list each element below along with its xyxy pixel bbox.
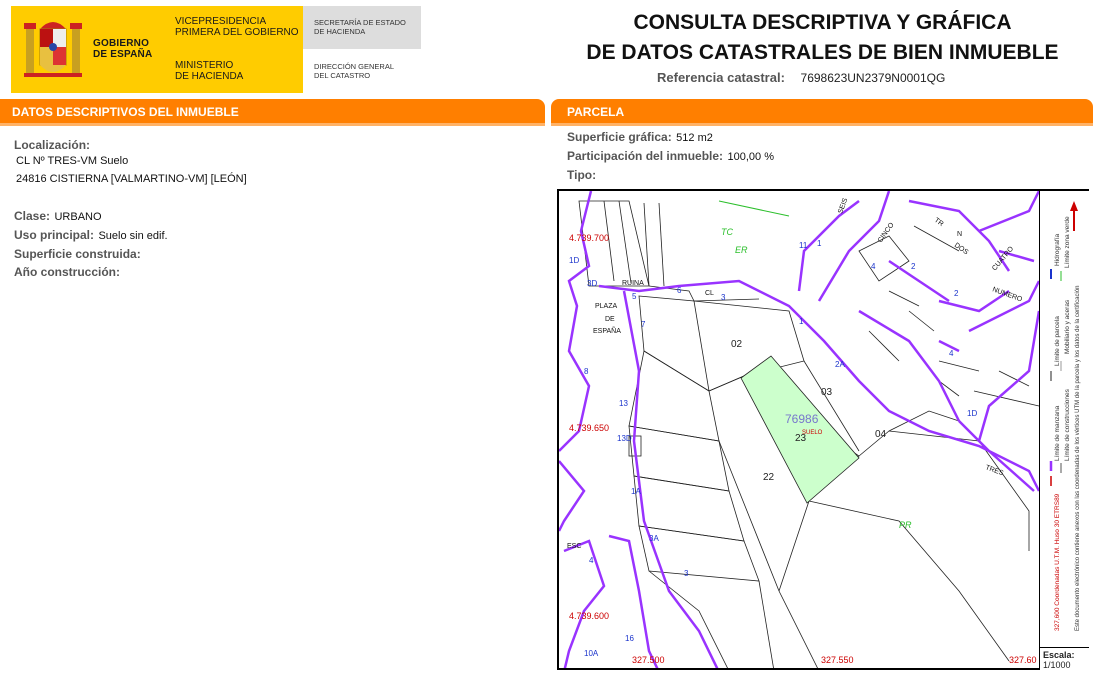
sup-value: 512 m2 <box>676 132 713 144</box>
street-tres: TRES <box>984 464 1005 478</box>
parcel-23: 23 <box>795 433 807 444</box>
coord-y3: 4.739.600 <box>569 611 610 621</box>
cadastral-map[interactable] <box>557 189 1089 670</box>
street-numero: NUMERO <box>991 286 1023 304</box>
direccion-text: DIRECCIÓN GENERAL DEL CATASTRO <box>314 62 395 80</box>
uso-label: Uso principal: <box>14 228 95 242</box>
coord-x2: 327.550 <box>821 655 854 665</box>
parcel-02: 02 <box>731 339 743 350</box>
section-header-parcela: PARCELA <box>551 99 1093 123</box>
svg-text:1: 1 <box>799 317 804 326</box>
parcel-suelo: SUELO <box>802 430 823 436</box>
ruina-label: RUINA <box>622 280 644 287</box>
tipo-label: Tipo: <box>567 168 597 182</box>
tc-label: TC <box>721 227 733 237</box>
street-seis: SEIS <box>837 197 850 215</box>
localizacion-block <box>14 138 247 185</box>
localizacion-line1: CL Nº TRES-VM Suelo <box>16 155 129 167</box>
legend-zona-verde: Límite zona verde <box>1064 216 1071 268</box>
secretaria-text: SECRETARÍA DE ESTADO DE HACIENDA <box>314 18 406 36</box>
parcel-03: 03 <box>821 387 833 398</box>
street-esc: ESC <box>567 543 582 550</box>
svg-text:8: 8 <box>584 367 589 376</box>
coord-x3: 327.60 <box>1009 655 1037 665</box>
vicepresidencia-text: VICEPRESIDENCIA PRIMERA DEL GOBIERNO <box>175 16 299 38</box>
svg-text:6: 6 <box>677 286 682 295</box>
parcel-22: 22 <box>763 472 775 483</box>
legend-construcciones: Límite de construcciones <box>1064 389 1071 461</box>
plaza-1: PLAZA <box>595 303 618 310</box>
coord-y2: 4.739.650 <box>569 423 610 433</box>
referencia-catastral <box>657 70 945 85</box>
svg-text:3A: 3A <box>649 534 659 543</box>
svg-text:1D: 1D <box>569 256 580 265</box>
gobierno-text: GOBIERNO DE ESPAÑA <box>93 38 153 60</box>
svg-text:11: 11 <box>799 241 808 250</box>
parcel-id: 76986 <box>785 412 819 426</box>
page-title: CONSULTA DESCRIPTIVA Y GRÁFICA DE DATOS CATASTRALES DE BIEN INMUEBLE <box>586 11 1059 64</box>
scale-box: Escala: 1/1000 <box>1039 647 1089 670</box>
svg-text:16: 16 <box>625 634 634 643</box>
ref-value: 7698623UN2379N0001QG <box>800 71 946 85</box>
svg-text:13D: 13D <box>617 434 632 443</box>
svg-text:2: 2 <box>911 262 916 271</box>
ref-label: Referencia catastral: <box>657 70 785 85</box>
coat-of-arms-icon <box>22 13 84 85</box>
section-header-datos: DATOS DESCRIPTIVOS DEL INMUEBLE <box>0 99 545 123</box>
legend-mobiliario: Mobiliario y aceras <box>1064 299 1071 354</box>
superficie-label: Superficie construida: <box>14 247 141 261</box>
street-n: N <box>957 231 963 238</box>
coord-y1: 4.739.700 <box>569 233 610 243</box>
svg-text:1: 1 <box>817 239 822 248</box>
parcel-04: 04 <box>875 429 887 440</box>
legend-doc-note: Este documento electrónico contiene anexos con las coordenadas de los vértices UTM de la parcela y los datos de la certificación <box>1075 285 1081 631</box>
street-cuatro: CUATRO <box>991 245 1016 273</box>
map-legend <box>1039 191 1090 647</box>
svg-text:2A: 2A <box>835 360 845 369</box>
clase-label: Clase: <box>14 209 51 223</box>
svg-text:7: 7 <box>641 320 646 329</box>
selected-parcel[interactable] <box>741 356 859 503</box>
part-value: 100,00 % <box>727 151 774 163</box>
svg-text:1D: 1D <box>967 409 978 418</box>
svg-text:10A: 10A <box>584 649 599 658</box>
parcela-info <box>567 128 774 184</box>
ministerio-text: MINISTERIO DE HACIENDA <box>175 60 244 82</box>
pr-label: PR <box>899 520 912 530</box>
svg-text:4: 4 <box>589 556 594 565</box>
plaza-3: ESPAÑA <box>593 328 621 335</box>
uso-value: Suelo sin edif. <box>98 230 168 242</box>
legend-manzana: Límite de manzana <box>1054 405 1061 461</box>
svg-text:3: 3 <box>684 569 689 578</box>
svg-text:5: 5 <box>632 292 637 301</box>
svg-text:2: 2 <box>954 289 959 298</box>
sup-label: Superficie gráfica: <box>567 130 672 144</box>
localizacion-label: Localización: <box>14 138 91 152</box>
datos-block <box>14 207 168 281</box>
svg-text:3D: 3D <box>587 279 598 288</box>
street-tr: TR <box>932 216 945 228</box>
legend-hidrografia: Hidrografía <box>1054 233 1061 266</box>
svg-text:4: 4 <box>949 349 954 358</box>
svg-text:3: 3 <box>721 293 726 302</box>
street-cinco: CINCO <box>876 221 896 245</box>
street-cl: CL <box>705 290 714 297</box>
localizacion-line2: 24816 CISTIERNA [VALMARTINO-VM] [LEÓN] <box>16 173 247 185</box>
svg-text:1A: 1A <box>631 487 641 496</box>
clase-value: URBANO <box>54 211 102 223</box>
street-dos: DOS <box>952 241 970 257</box>
anio-label: Año construcción: <box>14 265 121 279</box>
green-zone-line <box>719 201 789 216</box>
north-arrow-icon <box>1070 201 1078 231</box>
svg-text:4: 4 <box>871 262 876 271</box>
plaza-2: DE <box>605 316 615 323</box>
legend-parcela: Límite de parcela <box>1054 316 1061 366</box>
svg-text:13: 13 <box>619 399 628 408</box>
part-label: Participación del inmueble: <box>567 149 724 163</box>
coord-x1: 327.500 <box>632 655 665 665</box>
er-label: ER <box>735 245 748 255</box>
legend-coords-note: 327,600 Coordenadas U.T.M. Huso 30 ETRS89 <box>1054 493 1061 631</box>
